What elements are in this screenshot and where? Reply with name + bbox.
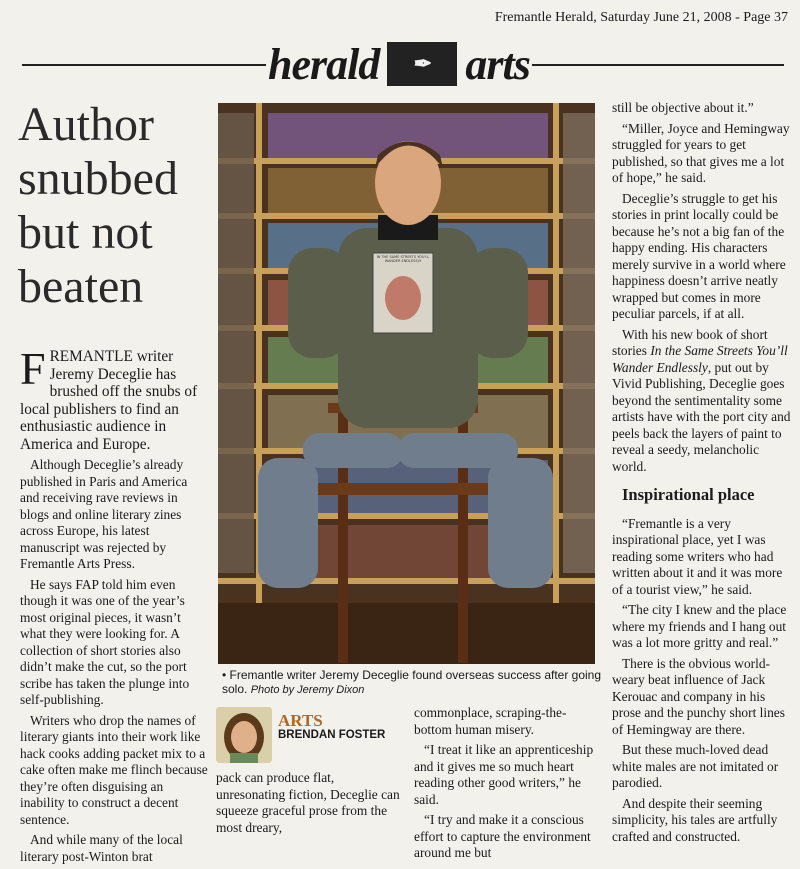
body-paragraph: “Miller, Joyce and Hemingway struggled for years to get published, so that gives me a lot of hope,” he said. bbox=[612, 120, 790, 185]
book-title-italic: In the Same Streets You’ll Wander Endlessly bbox=[612, 343, 788, 375]
author-avatar bbox=[216, 707, 272, 763]
photo-caption bbox=[222, 668, 602, 697]
article-column-4 bbox=[612, 100, 794, 849]
photo-credit: Photo by Jeremy Dixon bbox=[250, 684, 365, 696]
article-column-1 bbox=[20, 343, 208, 869]
headline-line: beaten bbox=[18, 260, 144, 313]
body-paragraph: And despite their seeming simplicity, his tales are artfully crafted and constructed. bbox=[612, 795, 778, 844]
body-paragraph: commonplace, scraping-the-bottom human misery. bbox=[414, 705, 567, 737]
subheading: Inspirational place bbox=[622, 485, 755, 504]
body-paragraph: “Fremantle is a very inspirational place, yet I was reading some writers who had written about it and it was more of a tourist view,” he said. bbox=[612, 515, 783, 597]
byline-author: BRENDAN FOSTER bbox=[278, 729, 386, 741]
body-paragraph: But these much-loved dead white males are not imitated or parodied. bbox=[612, 742, 779, 790]
body-paragraph: Writers who drop the names of literary giants into their work like hack cooks adding packet mix to a cake often make me flinch because they’re often disguising an inability to construct a decent sentence. bbox=[20, 712, 208, 827]
body-paragraph: Although Deceglie’s already published in Paris and America and receiving rave reviews in blogs and online literary zines across Europe, his latest manuscript was rejected by Fremantle Arts Press. bbox=[20, 457, 188, 571]
section-word-herald: herald bbox=[268, 39, 380, 89]
headline-line: snubbed bbox=[18, 152, 178, 205]
masthead-rule-right bbox=[532, 64, 784, 66]
body-paragraph: “I try and make it a conscious effort to capture the environment around me but bbox=[414, 812, 591, 860]
section-word-arts: arts bbox=[465, 39, 530, 89]
body-paragraph: still be objective about it.” bbox=[612, 100, 754, 115]
lead-paragraph bbox=[20, 343, 208, 453]
section-masthead bbox=[268, 38, 530, 90]
body-paragraph: pack can produce flat, unresonating fiction, Deceglie can squeeze graceful prose from the most dreary, bbox=[216, 770, 400, 835]
lead-text: REMANTLE writer Jeremy Deceglie has brushed off the snubs of local publishers to find an enthusiastic audience in America and Europe. bbox=[20, 348, 198, 453]
body-paragraph: And while many of the local literary post-Winton brat bbox=[20, 832, 183, 864]
masthead-logo-icon: ✒ bbox=[387, 42, 457, 86]
caption-text: • Fremantle writer Jeremy Deceglie found overseas success after going solo. bbox=[222, 668, 602, 696]
body-paragraph: With his new book of short stories In the Same Streets You’ll Wander Endlessly, put out by Vivid Publishing, Deceglie goes beyond the sentimentality some artists have with the port city and peels back the layers of paint to reveal a seedy, melancholic world. bbox=[612, 326, 791, 474]
body-paragraph: Deceglie’s struggle to get his stories in print locally could be because he’s not a big fan of the happy ending. His characters merely survive in a world where happiness doesn’t arrive neatly wrapped but comes in more peculiar parcels, if at all. bbox=[612, 190, 786, 321]
headline-line: Author bbox=[18, 98, 154, 151]
body-paragraph: “I treat it like an apprenticeship and it gives me so much heart reading other good writers,” he said. bbox=[414, 742, 594, 807]
byline bbox=[216, 705, 402, 765]
bookshelf-photo-illustration bbox=[218, 103, 595, 664]
body-paragraph: He says FAP told him even though it was one of the year’s most original pieces, it wasn’t what they were looking for. A collection of short stories also didn’t make the cut, so the port scribe has taken the plunge into self-publishing. bbox=[20, 576, 190, 707]
headline bbox=[18, 98, 208, 314]
author-photo bbox=[218, 103, 595, 664]
body-paragraph: There is the obvious world-weary beat influence of Jack Kerouac and company in his prose and the punchy short lines of Hemingway are there. bbox=[612, 655, 785, 737]
article-column-2 bbox=[216, 770, 402, 840]
headline-line: but not bbox=[18, 206, 153, 259]
byline-section-tag: ARTS bbox=[278, 711, 323, 730]
article-column-3 bbox=[414, 705, 602, 866]
book-title: IN THE SAME STREETS YOU'LL WANDER ENDLESSLY bbox=[376, 255, 430, 263]
author-portrait-icon bbox=[216, 707, 272, 763]
drop-cap: F bbox=[20, 343, 46, 394]
masthead-rule-left bbox=[22, 64, 266, 66]
page-folio: Fremantle Herald, Saturday June 21, 2008 - Page 37 bbox=[494, 10, 788, 25]
body-paragraph: “The city I knew and the place where my friends and I hang out was a lot more gritty and real.” bbox=[612, 602, 787, 650]
